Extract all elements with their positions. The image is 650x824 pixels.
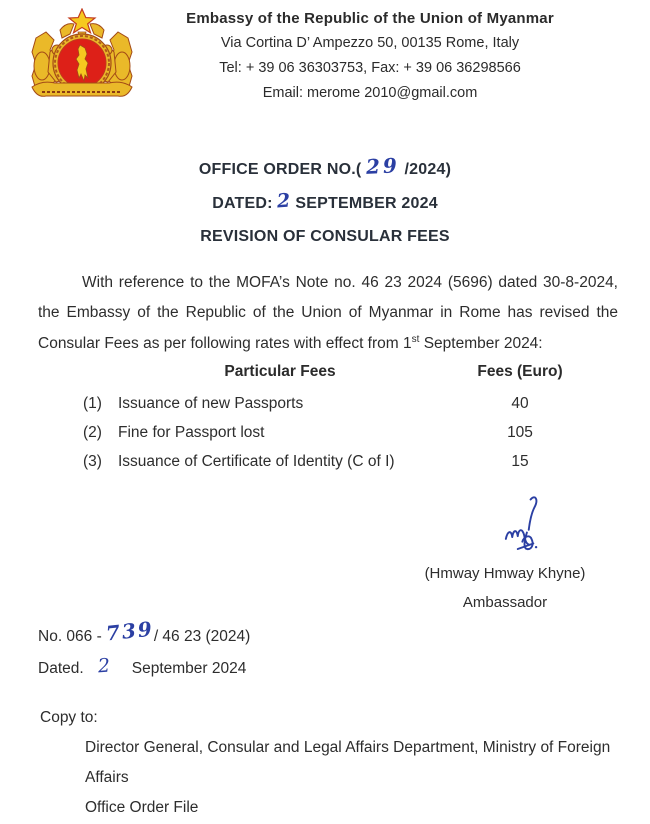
fees-table [60,355,600,476]
reference-number-line [38,618,438,651]
embassy-email: Email: merome 2010@gmail.com [262,85,478,101]
fees-table-header [60,355,600,389]
signer-name: (Hmway Hmway Khyne) [424,565,586,582]
fee-row [60,418,600,447]
myanmar-state-seal-icon [26,8,138,106]
reference-number-prefix: No. 066 - [38,628,107,645]
subject-title: REVISION OF CONSULAR FEES [200,228,450,245]
office-order-line [0,151,650,186]
embassy-name: Embassy of the Republic of the Union of Myanmar [186,10,554,27]
fee-row [60,447,600,476]
paragraph-text: With reference to the MOFA’s Note no. 46 23 2024 (5696) dated 30-8-2024, the Embassy of the Republic of the Union of Myanmar in Rome has revised the Consular Fees as per following rates with effect from 1 [38,273,618,352]
reference-dated-rest: September 2024 [131,660,247,677]
signer-title: Ambassador [462,594,548,611]
row-fee: 40 [511,394,529,412]
ordinal-superscript: st [411,333,420,345]
copy-to-item: Director General, Consular and Legal Affairs Department, Ministry of Foreign Affairs [85,739,611,786]
signature-block [410,494,600,616]
reference-dated-line [38,651,438,684]
column-header-item: Particular Fees [224,363,336,380]
paragraph-text-end: September 2024: [419,334,543,352]
copy-to-block [40,703,618,823]
star-shape [69,9,95,33]
dated-day-handwritten: 2 [276,189,292,213]
row-item: Fine for Passport lost [118,423,265,441]
office-order-suffix: /2024) [399,161,452,178]
reference-dated-day-handwritten: 2 [96,654,111,678]
letterhead [140,6,600,106]
column-header-fee: Fees (Euro) [477,363,563,380]
row-item: Issuance of new Passports [118,394,304,412]
copy-to-list [85,733,618,823]
row-item: Issuance of Certificate of Identity (C of I) [118,452,395,470]
row-number: (2) [83,423,102,441]
dated-rest: SEPTEMBER 2024 [290,195,438,212]
reference-number-handwritten: 739 [104,616,155,646]
row-number: (1) [83,394,102,412]
office-order-prefix: OFFICE ORDER NO.( [198,161,367,178]
reference-number-suffix: / 46 23 (2024) [153,628,251,645]
handwritten-signature-icon [498,494,554,560]
copy-to-label: Copy to: [40,709,98,726]
office-order-number-handwritten: 29 [365,153,401,179]
fee-row [60,389,600,418]
copy-to-item: Office Order File [85,799,199,816]
embassy-phone-fax: Tel: + 39 06 36303753, Fax: + 39 06 36298566 [219,60,521,76]
embassy-address: Via Cortina D’ Ampezzo 50, 00135 Rome, Italy [220,35,520,51]
row-fee: 105 [507,423,533,441]
reference-block [38,618,438,684]
dated-line [0,186,650,220]
dated-label: DATED: [212,195,278,212]
title-block [0,151,650,253]
reference-dated-label: Dated. [38,660,84,677]
body-paragraph [38,268,618,360]
row-fee: 15 [511,452,529,470]
row-number: (3) [83,452,102,470]
